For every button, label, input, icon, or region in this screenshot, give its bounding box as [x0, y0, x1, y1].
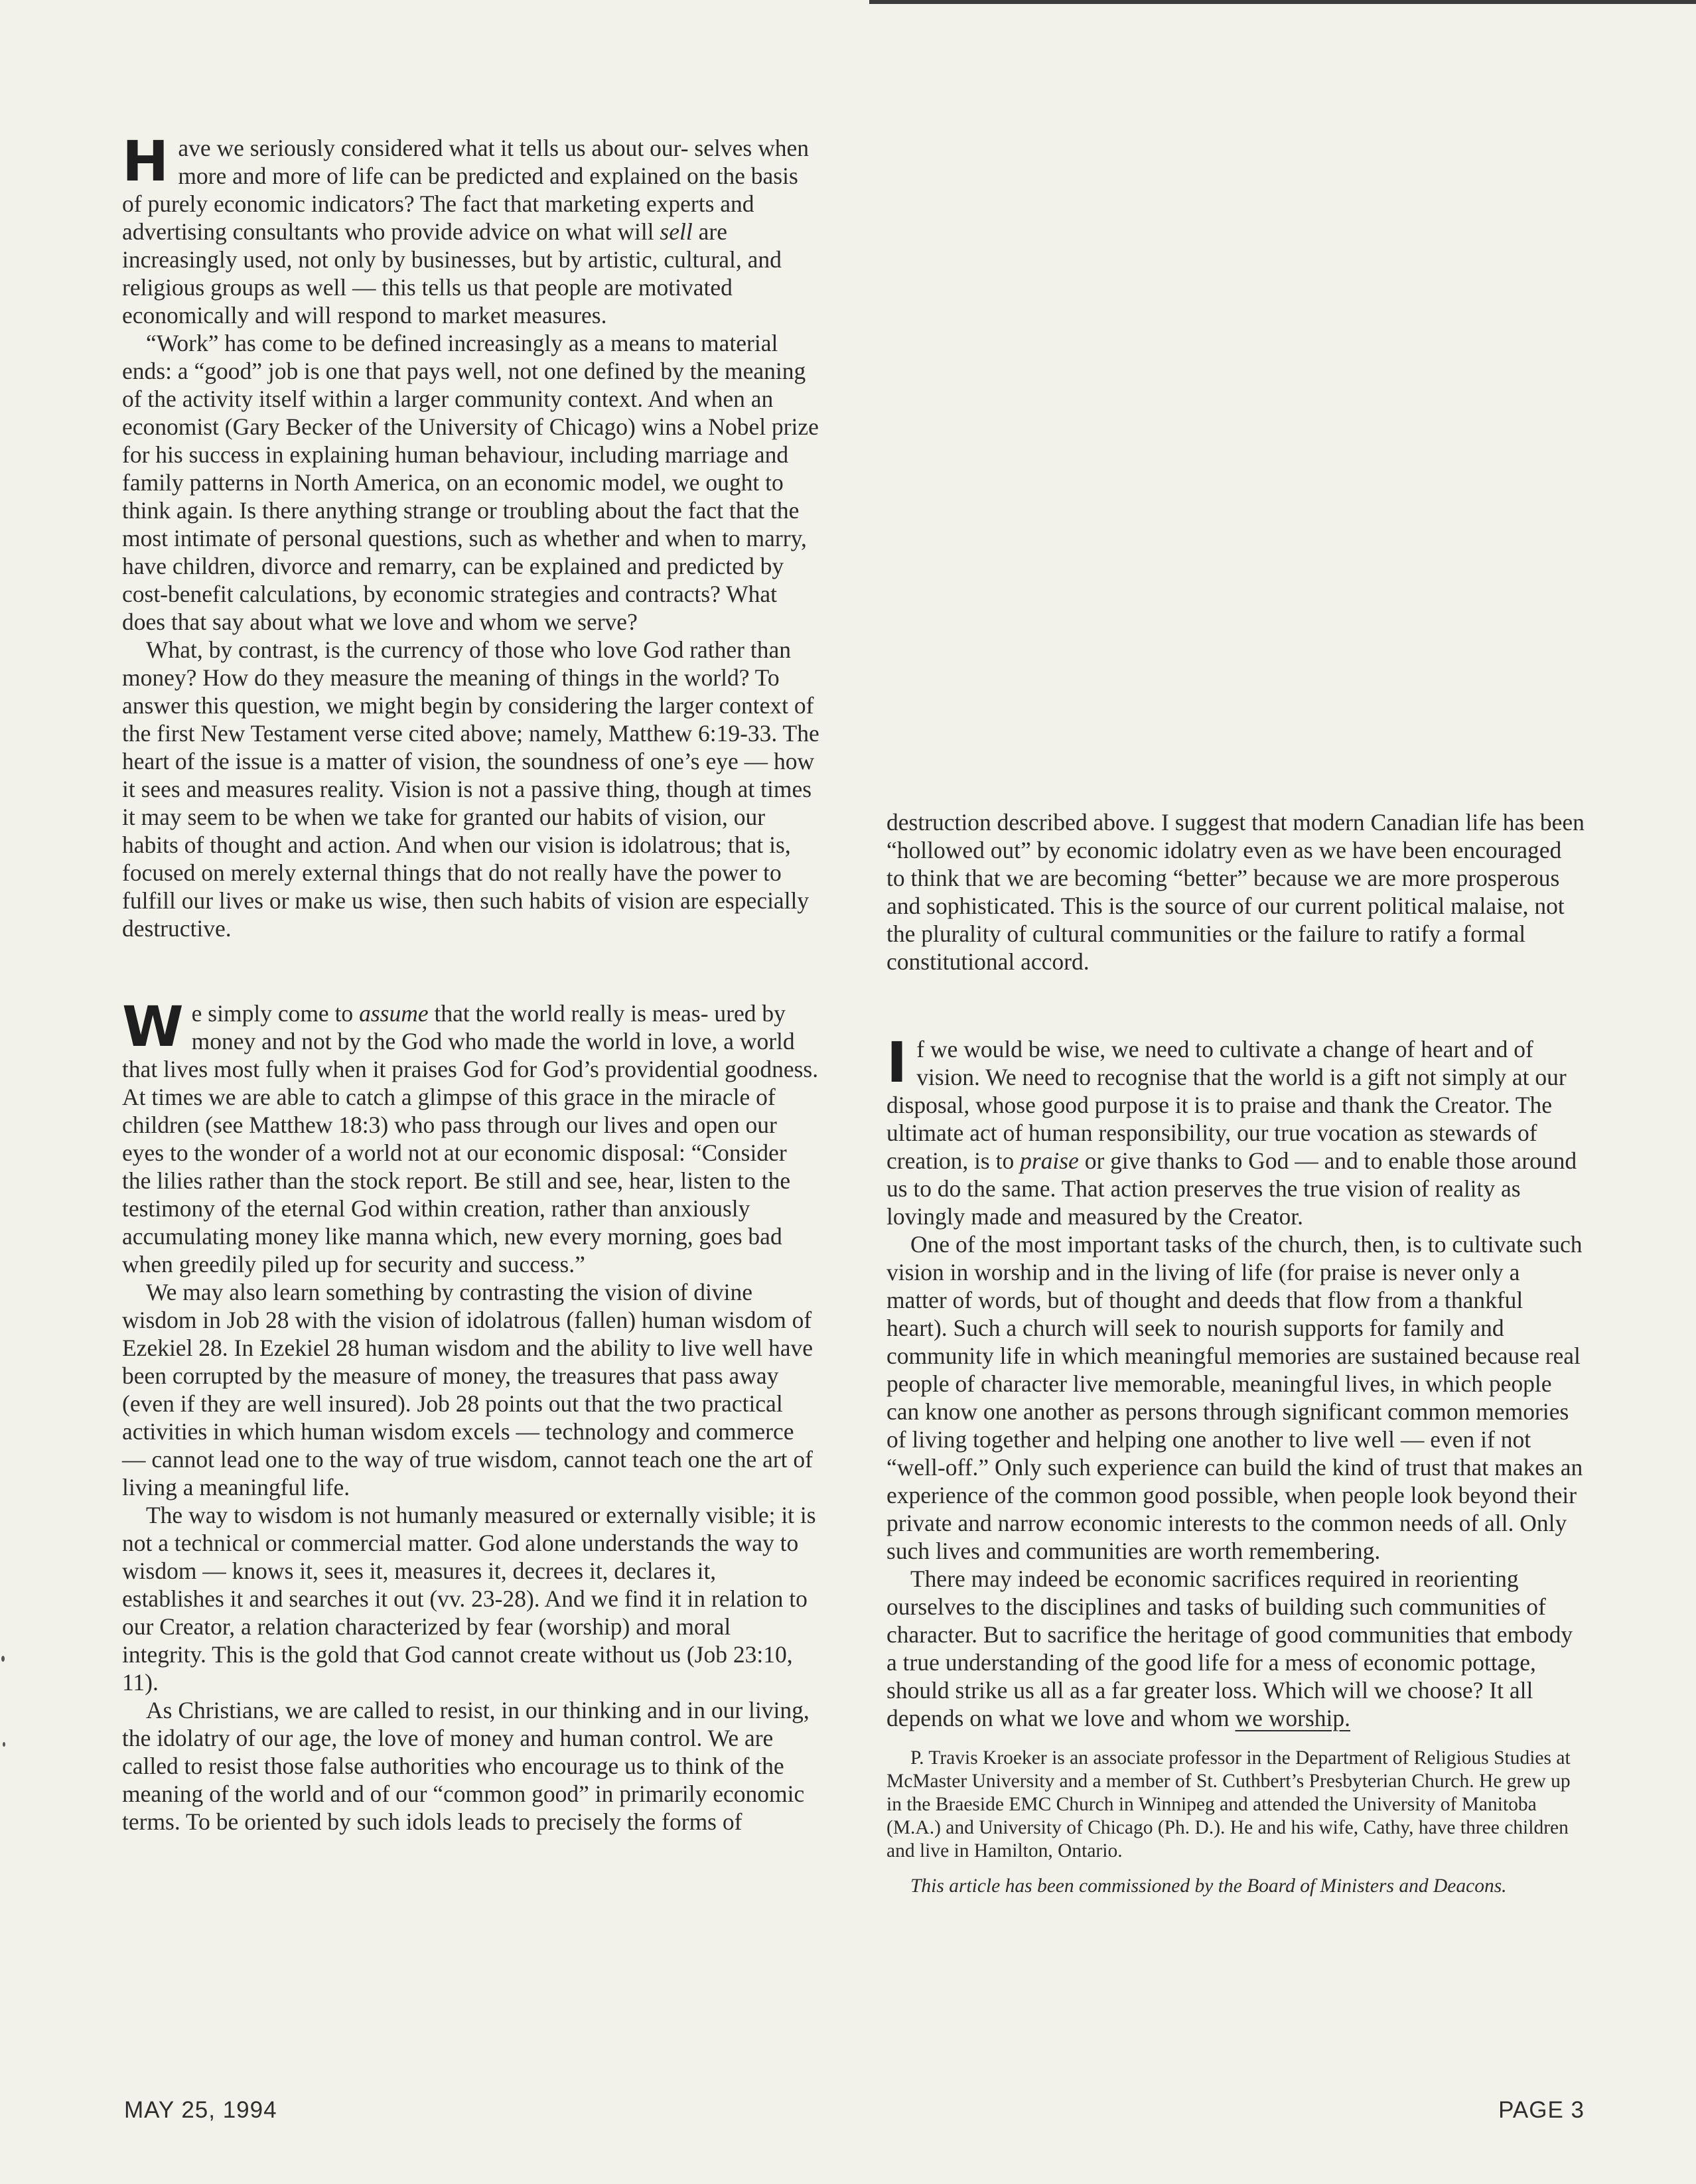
section1-p1-text: ave we seriously considered what it tells us about our- selves when more and more of life can be predicted and explained on the basis of purely economic indicators? The fact that marketing experts and advertising consultants who provide advice on what will — [122, 135, 809, 245]
section3-p1-text: or give thanks to God — and to enable those around us to do the same. That action preserves the true vision of reality as lovingly made and measured by the Creator. — [886, 1147, 1577, 1230]
continuation-paragraph: destruction described above. I suggest that modern Canadian life has been “hollowed out” by economic idolatry even as we have been encouraged to think that we are becoming “better” because we are more prosperous and sophisticated. This is the source of our current political malaise, not the plurality of cultural communities or the failure to ratify a formal constitutional accord. — [886, 809, 1585, 975]
dropcap-w: W — [122, 994, 184, 1059]
section1-paragraph-3: What, by contrast, is the currency of those who love God rather than money? How do they measure the meaning of things in the world? To answer this question, we might begin by considering the larger context of the first New Testament verse cited above; namely, Matthew 6:19-33. The heart of the issue is a matter of vision, the soundness of one’s eye — how it sees and measures reality. Vision is not a passive thing, though at times it may seem to be when we take for granted our habits of vision, our habits of thought and action. And when our vision is idolatrous; that is, focused on merely external things that do not really have the power to fulfill our lives or make us wise, then such habits of vision are especially destructive. — [122, 636, 819, 942]
section1-paragraph-1 — [122, 129, 820, 329]
section3-p3-text: There may indeed be economic sacrifices required in reorienting ourselves to the disciplines and tasks of building such communities of character. But to sacrifice the heritage of good communities that embody a true understanding of the good life for a mess of economic pottage, should strike us all as a far greater loss. Which will we choose? It all depends on what we love and whom — [886, 1565, 1573, 1731]
section2-p1-text: that the world really is meas- ured by money and not by the God who made the world in love, a world that lives most fully when it praises God for God’s providential goodness. At times we are able to catch a glimpse of this grace in the miracle of children (see Matthew 18:3) who pass through our lives and open our eyes to the wonder of a world not at our economic disposal: “Consider the lilies rather than the stock report. Be still and see, hear, listen to the testimony of the eternal God within creation, rather than anxiously accumulating money like manna which, new every morning, goes bad when greedily piled up for security and success.” — [122, 1000, 819, 1277]
dropcap-h: H — [122, 129, 169, 194]
scan-edge-line — [869, 0, 1696, 4]
right-column — [886, 808, 1585, 1898]
section3-paragraph-3 — [886, 1565, 1585, 1732]
footer-date: MAY 25, 1994 — [124, 2097, 277, 2123]
section2-p1-emphasis: assume — [359, 1000, 429, 1027]
section3-paragraph-2: One of the most important tasks of the church, then, is to cultivate such vision in worship and in the living of life (for praise is never only a matter of words, but of thought and deeds that flow from a thankful heart). Such a church will seek to nourish supports for family and community life in which meaningful memories are sustained because real people of character live memorable, meaningful lives, in which people can know one another as persons through significant common memories of living together and helping one another to live well — even if not “well-off.” Only such experience can build the kind of trust that makes an experience of the common good possible, when people look beyond their private and narrow economic interests to the common needs of all. Only such lives and communities are worth remembering. — [886, 1231, 1583, 1564]
section2-paragraph-2: We may also learn something by contrasting the vision of divine wisdom in Job 28 with the vision of idolatrous (fallen) human wisdom of Ezekiel 28. In Ezekiel 28 human wisdom and the ability to live well have been corrupted by the measure of money, the treasures that pass away (even if they are well insured). Job 28 points out that the two practical activities in which human wisdom excels — technology and commerce — cannot lead one to the way of true wisdom, cannot teach one the art of living a meaningful life. — [122, 1279, 813, 1500]
dropcap-i: I — [886, 1030, 908, 1095]
section2-paragraph-1 — [122, 994, 820, 1278]
section1-paragraph-2: “Work” has come to be defined increasingly as a means to material ends: a “good” job is one that pays well, not one defined by the meaning of the activity itself within a larger community context. And when an economist (Gary Becker of the University of Chicago) wins a Nobel prize for his success in explaining human behaviour, including marriage and family patterns in North America, on an economic model, we ought to think again. Is there anything strange or troubling about the fact that the most intimate of personal questions, such as whether and when to marry, have children, divorce and remarry, can be explained and predicted by cost-benefit calculations, by economic strategies and contracts? What does that say about what we love and whom we serve? — [122, 330, 819, 635]
section3-p1-emphasis: praise — [1020, 1147, 1079, 1174]
section-break — [886, 976, 1585, 1035]
section-break — [122, 942, 820, 999]
section3-paragraph-1 — [886, 1030, 1585, 1230]
footer-page-number: PAGE 3 — [1498, 2097, 1585, 2123]
left-column — [122, 129, 820, 1836]
section1-p1-tail: are increasingly used, not only by businesses, but by artistic, cultural, and religious groups as well — this tells us that people are motivated economically and will respond to market measures. — [122, 218, 782, 328]
section1-p1-emphasis: sell — [660, 218, 693, 245]
section3-p1-lead: f we would be wise, we need to cultivate a change of heart and of vision. We need to recognise that the world is a gift not simply at our disposal, whose good purpose it is to praise and thank the Creator. The ultimate act of human responsibility, our true vocation as stewards of creation, is to — [886, 1036, 1567, 1174]
section2-p1-lead: e simply come to — [191, 1000, 360, 1027]
closing-underlined-phrase: we worship. — [1235, 1705, 1351, 1731]
scan-speck — [1, 1656, 5, 1662]
section2-paragraph-3: The way to wisdom is not humanly measured or externally visible; it is not a technical or commercial matter. God alone understands the way to wisdom — knows it, sees it, measures it, decrees it, declares it, establishes it and searches it out (vv. 23-28). And we find it in relation to our Creator, a relation characterized by fear (worship) and moral integrity. This is the gold that God cannot create without us (Job 23:10, 11). — [122, 1502, 816, 1696]
author-bio: P. Travis Kroeker is an associate professor in the Department of Religious Studies at McMaster University and a member of St. Cuthbert’s Presbyterian Church. He grew up in the Braeside EMC Church in Winnipeg and attended the University of Manitoba (M.A.) and University of Chicago (Ph. D.). He and his wife, Cathy, have three children and live in Hamilton, Ontario. — [886, 1747, 1571, 1861]
section2-paragraph-4: As Christians, we are called to resist, in our thinking and in our living, the idolatry of our age, the love of money and human control. We are called to resist those false authorities who encourage us to think of the meaning of the world and of our “common good” in primarily economic terms. To be oriented by such idols leads to precisely the forms of — [122, 1697, 810, 1835]
scan-speck — [3, 1742, 5, 1747]
commission-note: This article has been commissioned by the Board of Ministers and Deacons. — [910, 1875, 1507, 1897]
